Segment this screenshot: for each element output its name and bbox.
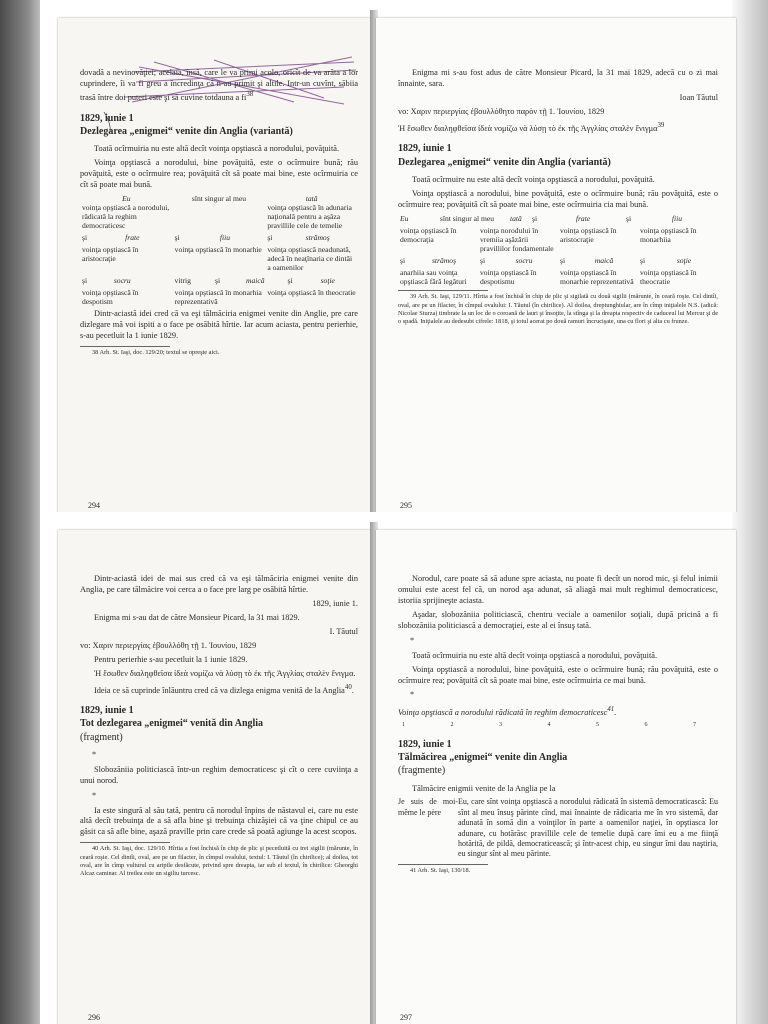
- date-line: 1829, iunie 1.: [312, 598, 358, 608]
- scan-background-right: [732, 512, 768, 1024]
- paragraph: Dintr-aciastă idei de mai sus cred că va eşi tălmăciria enigmei venite din Anglia, pe care tălmăcire voi cerca a o face pre larg pe osăbită hîrtie.: [80, 574, 358, 594]
- table-cell: şi: [82, 275, 88, 285]
- table-cell: frate: [575, 213, 591, 223]
- enigma-table: [398, 268, 718, 286]
- paragraph: Voinţa opştiască a norodului, bine povăţuită, este o ocîrmuire bună; rău povăţuită, este o ocîrmuire rea; povăţuită cît să poate mai bine, este ocîrmuiria ce mai bună.: [398, 664, 718, 685]
- table-cell: voinţa opştiască în monarhie: [174, 245, 262, 255]
- table-cell: Eu: [400, 213, 409, 223]
- section-separator: *: [92, 749, 97, 759]
- page-297: [376, 530, 736, 1024]
- table-cell: voinţa opştiască în democraţia: [400, 225, 457, 244]
- table-cell: strămoş: [305, 233, 330, 243]
- table-cell: sînt singur al meu: [191, 193, 247, 203]
- section-title: Tot dezlegarea „enigmei“ venită din Anglia: [80, 718, 264, 730]
- footnote: 40 Arh. St. Iaşi, doc. 129/10. Hîrtia a fost închisă în chip de plic şi pecetluită cu trei sigilii (mărunte, în ceară roşie. Cel dintîi, oval, are pe un filacter, în cîmpul ovalului, textul: I. Tăutul (în chirilice); al doilea, tot oval, are în cîmp vulturul cu aripile desfăcute, privind spre dreapta, iar sub el textul, în chirilice: Gheorghi Alcaz caminar. Al treilea este un sigiliu turcesc.: [80, 845, 358, 877]
- table-cell: voinţa opştiască în theocratie: [267, 287, 356, 297]
- paragraph: Tălmăcire enigmii venite de la Anglia pe la: [412, 783, 556, 793]
- table-cell: şi: [400, 256, 406, 266]
- table-cell: voinţa opştiască în aristocraţie: [82, 245, 139, 264]
- paragraph: Toată ocîrmuire nu este altă decît voinţa opştiască a norodului, povăţuită.: [412, 174, 655, 184]
- paragraph: Norodul, care poate să să adune spre aciasta, nu poate fi decît un norod mic, şi felul inimii omului este acest fel că, un norod aşa adunat, să aliagă mai mult reghimul democraticesc, istoriia sprijineşte aciasta.: [398, 574, 718, 605]
- table-cell: şi: [532, 213, 538, 223]
- table-cell: voinţa opştiască în theocratie: [640, 268, 697, 287]
- section-date: 1829, iunie 1: [398, 738, 452, 750]
- table-cell: tată: [510, 213, 522, 223]
- french-column: Je suis de moi-même le père: [398, 797, 458, 817]
- page-number: 295: [400, 501, 412, 510]
- paragraph: Pentru perierhie s-au pecetluit la 1 iunie 1829.: [94, 654, 248, 664]
- paragraph: Toată ocîrmuiria nu este altă decît voinţa opştiască a norodului, povăţuită.: [94, 143, 340, 153]
- table-cell: strămoş: [431, 256, 457, 266]
- section-subtitle: (fragment): [80, 731, 123, 743]
- table-cell: şi: [626, 213, 632, 223]
- table-cell: vitrig: [174, 275, 191, 285]
- paragraph: Enigma mi s-au fost adus de către Monsieur Picard, la 31 mai 1829, adecă cu o zi mai înnainte, sara.: [398, 68, 718, 88]
- enigma-table: [80, 233, 358, 242]
- page-295: [376, 18, 736, 512]
- paragraph: Aşadar, slobozăniia politiciască, chentru veciale a oamenilor soţiali, după pricină a fi slobozăniia politiciască a democraţiei, este al ei însuş tată.: [398, 609, 718, 630]
- paragraph: Slobozăniia politiciască într-un reghim democraticesc şi cît o cere cuviinţa a unui norod.: [80, 764, 358, 785]
- translation-table: [398, 797, 718, 859]
- scan-background-left: [0, 0, 40, 512]
- greek-note: vo: Χαριν περιεργίας ἐβουλλόθητο παρὸν τῇ 1. Ἰουνίου, 1829: [398, 106, 605, 116]
- bottom-spread: [0, 512, 768, 1024]
- table-cell: şi: [560, 256, 566, 266]
- romanian-column: Eu, care sînt voinţa opştiască a norodului rădicată în sistemă democraticască: Eu sînt al meu însuş părinte cînd, mai înnainte de rădicaria me în vro sistemă, dar adunată în somă din a voinţilor în parte a oamenilor naţiei, în opştiasca lor adunare, cu hotărăsc pravillile cele de temelie după care îmi eu a me fiinţă hotărită, de pildă, democraticească; şi într-acest chip, eu singur îmi dau naştiria, eu singur sînt al meu părinte.: [458, 797, 718, 859]
- table-cell: fiiu: [671, 213, 683, 223]
- table-cell: şi: [480, 256, 486, 266]
- page-294: [58, 18, 372, 512]
- table-cell: voinţa opştiască în despotismu: [480, 268, 537, 287]
- greek-note: Ἡ ἔσωθεν διαληφθεῖσα ἰδεὰ νομίζω νὰ λύσῃ τὸ ἐκ τῆς Ἀγγλίας σταλὲν ἔνιγμα.: [94, 668, 356, 678]
- page-number: 296: [88, 1013, 100, 1022]
- greek-note: Ἡ ἔσωθεν διαληφθεῖσα ἰδεὰ νομίζω νὰ λύσῃ τὸ ἐκ τῆς Ἀγγλίας σταλὲν ἔνιγμα$^{39}$: [398, 121, 665, 133]
- table-cell: voinţa opştiască neadunată, adecă în neaţînaria ce dintăi a oamenilor: [267, 245, 353, 273]
- section-date: 1829, iunie 1: [80, 112, 134, 124]
- enigma-table: [398, 226, 718, 253]
- table-cell: socru: [515, 256, 533, 266]
- scan-background-left: [0, 512, 40, 1024]
- italic-statement: Voinţa opştiască a norodului rădicată în reghim democraticesc$^{41}$.: [398, 706, 617, 718]
- section-separator: *: [92, 790, 97, 800]
- table-cell: tată: [305, 193, 318, 203]
- footnote: 41 Arh. St. Iaşi, 130/18.: [410, 866, 471, 874]
- paragraph: Ideia ce să cuprinde înlăuntru cred că va dizlega enigma venită de la Anglia$^{40}$.: [94, 683, 354, 695]
- table-cell: maică: [594, 256, 614, 266]
- word-numbers: 1 2 3 4 5 6 7: [402, 722, 718, 729]
- table-cell: şi: [82, 233, 88, 243]
- signature: I. Tăutul: [329, 626, 358, 636]
- paragraph: Enigma mi s-au dat de către Monsieur Picard, la 31 mai 1829.: [94, 612, 300, 622]
- page-number: 297: [400, 1013, 412, 1022]
- page-296: [58, 530, 372, 1024]
- enigma-table: [80, 194, 358, 230]
- enigma-table: [80, 288, 358, 306]
- table-cell: şi: [640, 256, 646, 266]
- paragraph: Ia este singură al său tată, pentru că norodul înpins de năstavul ei, care nu este altă decît trebuinţa de a să afla bine şi trebuinţa chizăşiei că va ţine chipul ce au găsit ca să afle bine, aşază praville prin care crede să poată agiunge la acest scopos.: [80, 805, 358, 837]
- enigma-table: [398, 256, 718, 265]
- table-cell: voinţa opştiască a norodului, rădicată la reghim democraticesc: [82, 202, 170, 231]
- section-heading: [398, 738, 718, 778]
- footnote-rule: [398, 864, 488, 865]
- footnote-rule: [80, 346, 170, 347]
- signature: Ioan Tăutul: [679, 92, 718, 102]
- table-cell: socru: [113, 275, 131, 285]
- table-cell: voinţa opştiască în monarhia reprezentativă: [174, 287, 262, 306]
- table-cell: voinţa opştiască în adunaria naţională pentru a aşăza pravillile cele de temelie: [267, 202, 352, 231]
- footnote: 38 Arh. St. Iaşi, doc. 129/20; textul se opreşte aici.: [92, 348, 220, 356]
- scan-background-right: [732, 0, 768, 512]
- section-heading: [80, 112, 358, 138]
- table-cell: voinţa opştiască în aristocraţie: [560, 225, 617, 244]
- table-cell: soţie: [676, 256, 692, 266]
- section-title: Tălmăcirea „enigmei“ venite din Anglia: [398, 752, 568, 764]
- greek-note: vo: Χαριν περιεργίας ἐβουλλόθη τῇ 1. Ἰουνίου, 1829: [80, 640, 257, 650]
- footnote: 39 Arh. St. Iaşi, 129/11. Hîrtia a fost închisă în chip de plic şi sigilată cu două sigilii (mărunte, în ceară roşie. Cel dintîi, oval, are pe un filacter, în cîmpul ovalului: I. Tăutul (în chirilice). Al doilea, dreptunghiular, are în cîmp iniţialele N.S. (adică: Nicolae Sturza) timbrate la un loc de o coroană de lauri şi însoţite, la stînga şi la dreapta respectiv de caduceul lui Mercur şi de o spadă. Iniţialele au dedesubt cifrele: 1818, şi totul acerat po două ramuri încrucişate, una cu flori şi alta cu frunze.: [398, 293, 718, 325]
- table-cell: anarhiia sau voinţa opştiască fără legături: [400, 268, 467, 287]
- section-title: Dezlegarea „enigmei“ venite din Anglia (variantă): [398, 156, 611, 168]
- paragraph: Voinţa opştiască a norodului, bine povăţuită, este o ocîrmuire bună; rău povăţuită, este o ocîrmuire rea; povăţuită cît să poate mai bine, este ocîrmuiria cia mai bună.: [398, 188, 718, 209]
- table-cell: şi: [267, 233, 273, 243]
- table-cell: fiiu: [219, 233, 231, 243]
- section-date: 1829, iunie 1: [80, 705, 134, 717]
- section-heading: [398, 142, 718, 168]
- table-cell: voinţa norodului în vremiia aşăzării pravillilor fondamentale: [480, 225, 554, 253]
- table-cell: Eu: [122, 193, 131, 203]
- section-subtitle: (fragmente): [398, 765, 446, 777]
- section-title: Dezlegarea „enigmei“ venite din Anglia (variantă): [80, 125, 293, 137]
- table-cell: voinţa opştiască în monarhiia: [640, 225, 697, 244]
- paragraph: Toată ocîrmuiria nu este altă decît voinţa opştiască a norodului, povăţuită.: [412, 650, 658, 660]
- table-cell: soţie: [320, 275, 335, 285]
- enigma-table: [398, 214, 718, 223]
- table-cell: şi: [215, 275, 221, 285]
- table-cell: frate: [125, 233, 140, 243]
- section-separator: *: [410, 690, 415, 700]
- page-number: 294: [88, 501, 100, 510]
- table-cell: sînt singur al meu: [439, 213, 495, 223]
- table-cell: şi: [287, 275, 293, 285]
- enigma-table: [80, 276, 358, 285]
- paragraph: Voinţa opştiască a norodului, bine povăţuită, este o ocîrmuire bună; rău povăţuită, este o ocîrmuire rea; povăţuită cît să poate mai bine, este ocîrmuiria ce cît să poate mai bună.: [80, 157, 358, 189]
- table-cell: voinţa opştiască în despotism: [82, 287, 139, 306]
- paragraph: Dintr-aciastă idei cred că va eşi tălmăciria enigmei venite din Anglie, pre care dizlegare mă voi ispiti a o face pe osăbită hîrtie. Iar acum aciasta, pentru perierhie, s-au pecetluit la 1 iunie 1829.: [80, 308, 358, 340]
- table-cell: maică: [245, 275, 265, 285]
- table-cell: voinţa opştiască în monarhie reprezentativă: [560, 268, 634, 287]
- footnote-rule: [398, 290, 488, 291]
- opening-paragraph: dovadă a nevinovăţiei; acelaia, însă, care le va primi acolo, oricît de va arăta a lor cuprindere, îi va fi greu a încredinţa că n-au primit şi altile. Intr-un cuvînt, săbiia trasă între doi puteri este şi să cuvine totdauna a $fi^{38}$: [80, 68, 358, 102]
- enigma-table: [80, 245, 358, 272]
- section-heading: [80, 704, 358, 744]
- table-cell: [173, 203, 266, 230]
- section-separator: *: [410, 635, 415, 645]
- section-date: 1829, iunie 1: [398, 143, 452, 155]
- table-cell: şi: [174, 233, 180, 243]
- footnote-rule: [80, 842, 170, 843]
